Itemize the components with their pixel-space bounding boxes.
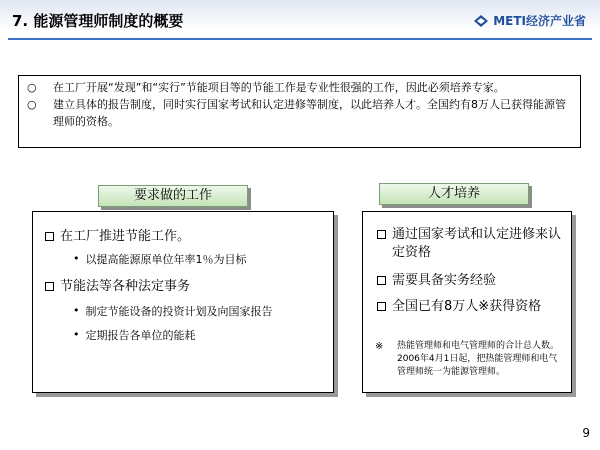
item-text: 通过国家考试和认定进修来认定资格 <box>392 227 562 260</box>
sub-item <box>73 304 273 320</box>
checkbox-bullet-icon <box>45 232 54 241</box>
required-work-box <box>32 211 334 393</box>
list-item <box>377 298 541 316</box>
circle-bullet-icon: ○ <box>27 98 37 111</box>
list-item <box>377 272 496 290</box>
dot-bullet-icon: • <box>73 252 80 265</box>
checkbox-bullet-icon <box>45 282 54 291</box>
list-item <box>45 278 190 296</box>
dot-bullet-icon: • <box>73 304 80 317</box>
list-item <box>377 226 563 262</box>
checkbox-bullet-icon <box>377 302 386 311</box>
sub-item-text: 定期报告各单位的能耗 <box>85 329 196 342</box>
footnote-text: 热能管理师和电气管理师的合计总人数。2006年4月1日起，把热能管理师和电气管理师统一为能源管理师。 <box>397 341 560 377</box>
circle-bullet-icon: ○ <box>27 81 37 94</box>
checkbox-bullet-icon <box>377 230 386 239</box>
talent-training-box <box>362 211 572 393</box>
intro-item <box>27 79 572 96</box>
sub-item <box>73 328 196 344</box>
item-text: 全国已有8万人※获得资格 <box>392 299 542 314</box>
sub-item-text: 制定节能设备的投资计划及向国家报告 <box>85 305 273 318</box>
intro-item <box>27 96 572 130</box>
item-text: 在工厂推进节能工作。 <box>60 229 191 244</box>
footnote <box>375 340 563 379</box>
header-divider <box>8 38 592 40</box>
checkbox-bullet-icon <box>377 276 386 285</box>
intro-box <box>18 75 581 148</box>
dot-bullet-icon: • <box>73 328 80 341</box>
intro-text: 在工厂开展“发现”和“实行”节能项目等的节能工作是专业性很强的工作，因此必须培养专家。 <box>53 81 505 94</box>
sub-item <box>73 252 247 268</box>
meti-logo-icon <box>473 14 489 28</box>
page-title: 7. 能源管理师制度的概要 <box>12 12 184 30</box>
sub-item-text: 以提高能源原单位年率1％为目标 <box>85 253 247 266</box>
tab-talent-training: 人才培养 <box>379 183 529 205</box>
meti-logo <box>473 12 586 29</box>
item-text: 需要具备实务经验 <box>392 273 497 288</box>
logo-text: METI经济产业省 <box>493 14 586 28</box>
intro-text: 建立具体的报告制度，同时实行国家考试和认定进修等制度，以此培养人才。全国约有8万人已获得能源管理师的资格。 <box>53 98 566 128</box>
list-item <box>45 228 190 246</box>
item-text: 节能法等各种法定事务 <box>60 279 191 294</box>
footnote-mark: ※ <box>375 341 384 352</box>
tab-required-work: 要求做的工作 <box>98 185 248 207</box>
page-number: 9 <box>582 426 590 440</box>
